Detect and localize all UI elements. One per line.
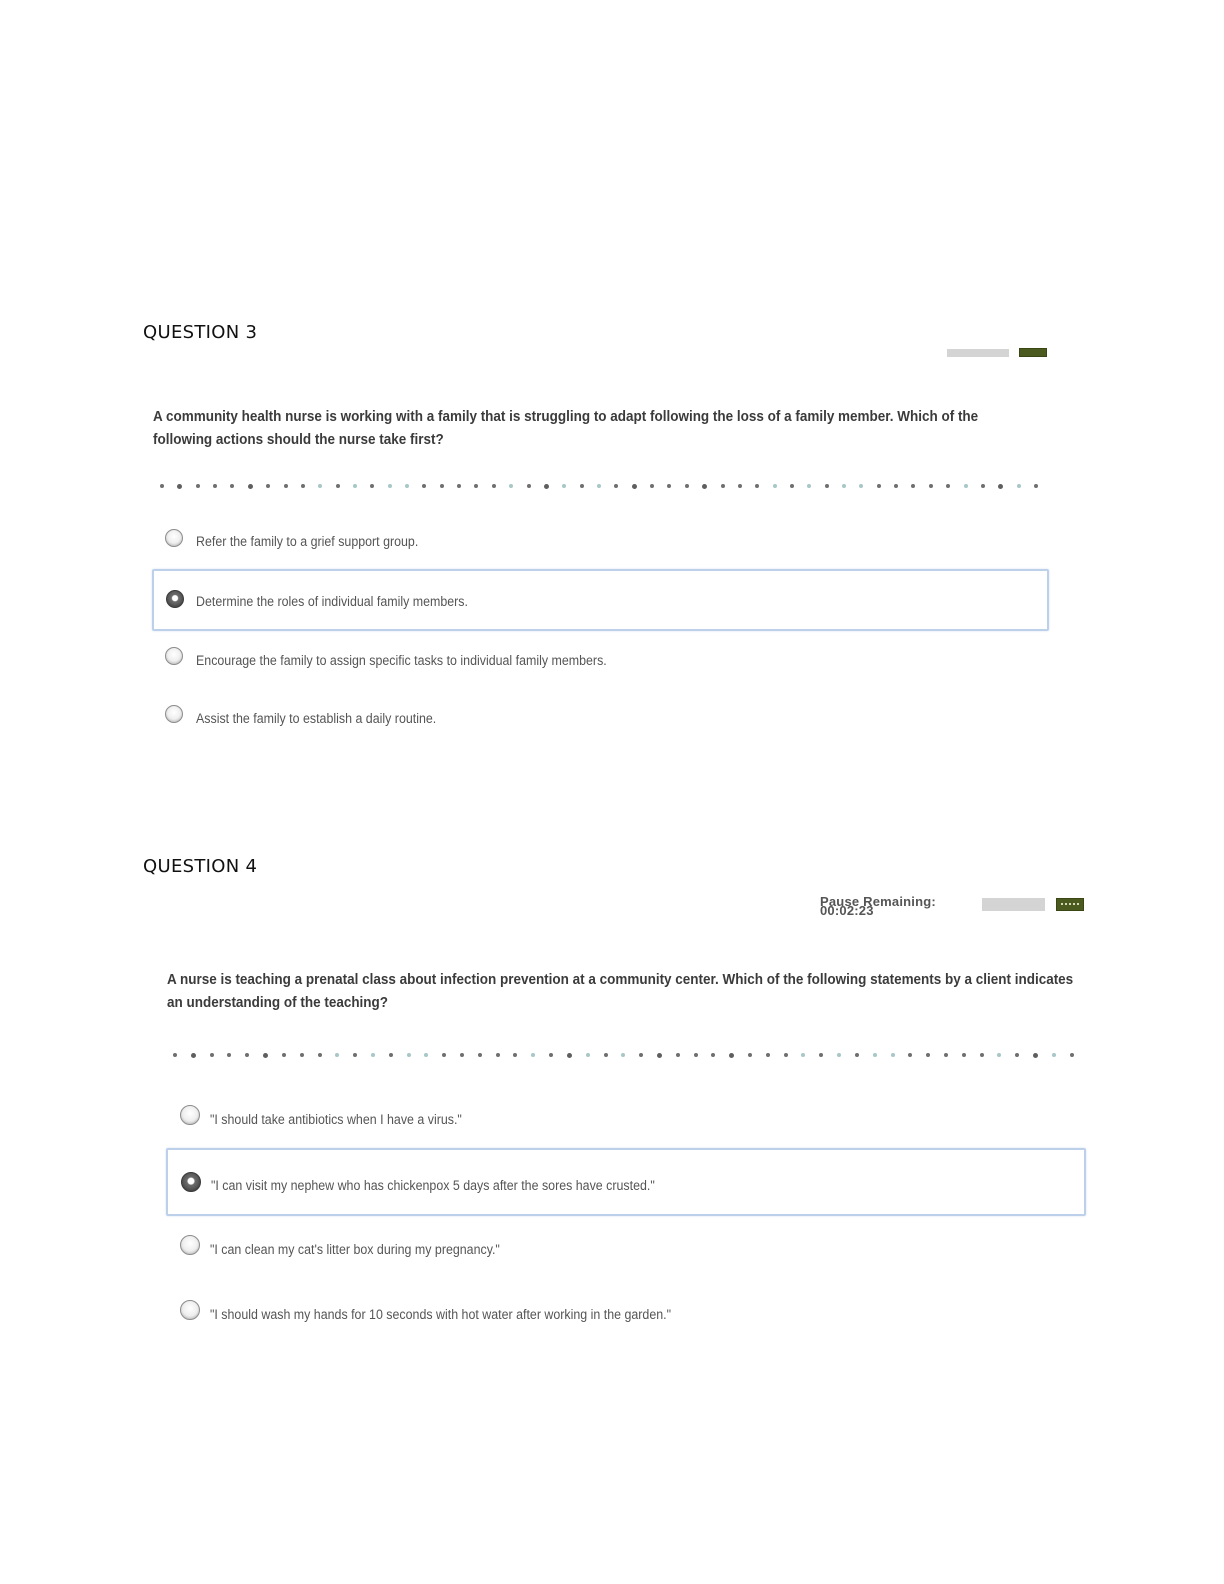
progress-dot [676,1053,680,1057]
progress-dot [729,1053,734,1058]
question-4-heading: QUESTION 4 [143,856,258,877]
progress-dot [773,484,777,488]
progress-dot [632,484,637,489]
progress-dot [1015,1053,1019,1057]
progress-dot [755,484,759,488]
progress-dot [946,484,950,488]
progress-dot [801,1053,805,1057]
option-label: "I should wash my hands for 10 seconds with hot water after working in the garden." [210,1307,672,1322]
progress-dot [837,1053,841,1057]
option-label: Determine the roles of individual family members. [196,594,468,609]
question-3-stem: A community health nurse is working with a family that is struggling to adapt following the loss of a family member. Which of the following actions should the nurse take first? [153,409,979,448]
question-4-option-1[interactable] [166,1084,1086,1148]
progress-dot [266,484,270,488]
progress-dot [657,1053,662,1058]
progress-dot [160,484,164,488]
progress-dot [300,1053,304,1057]
radio-checked-icon[interactable] [166,590,184,608]
progress-dot [301,484,305,488]
question-4-option-4[interactable] [166,1281,1086,1345]
progress-dot [531,1053,535,1057]
progress-dot [766,1053,770,1057]
question-4-pause-timer-box [982,898,1045,911]
progress-dot [230,484,234,488]
progress-dot [873,1053,877,1057]
option-label: Assist the family to establish a daily routine. [196,711,437,726]
progress-dot [981,484,985,488]
progress-dot [478,1053,482,1057]
progress-dot [819,1053,823,1057]
progress-dot [407,1053,411,1057]
progress-dot [389,1053,393,1057]
progress-dot [210,1053,214,1057]
option-label: "I should take antibiotics when I have a virus." [210,1112,462,1127]
progress-dot [370,484,374,488]
progress-dot [213,484,217,488]
progress-dot [196,484,200,488]
progress-dot [997,1053,1001,1057]
option-label: "I can visit my nephew who has chickenpox 5 days after the sores have crusted." [211,1178,655,1193]
option-label: "I can clean my cat's litter box during my pregnancy." [210,1242,500,1257]
progress-dot [440,484,444,488]
progress-dot [891,1053,895,1057]
question-4-toolbar-strip [800,894,1090,918]
question-4-pause-button[interactable] [1056,898,1084,911]
progress-dot [621,1053,625,1057]
progress-dot [1033,1053,1038,1058]
progress-dot [998,484,1003,489]
progress-dot [1034,484,1038,488]
progress-dot [807,484,811,488]
progress-dot [929,484,933,488]
question-3-option-2-selected[interactable] [152,569,1049,631]
progress-dot [614,484,618,488]
progress-dot [908,1053,912,1057]
progress-dot [457,484,461,488]
progress-dot [944,1053,948,1057]
progress-dot [586,1053,590,1057]
radio-unchecked-icon[interactable] [180,1105,200,1125]
progress-dot [353,1053,357,1057]
progress-dot [721,484,725,488]
radio-unchecked-icon[interactable] [165,705,183,723]
progress-dot [284,484,288,488]
question-4-stem: A nurse is teaching a prenatal class about infection prevention at a community center. Which of the following statements by a client indicates an understanding of the teaching? [167,972,1074,1011]
progress-dot [597,484,601,488]
progress-dot [702,484,707,489]
progress-dot [173,1053,177,1057]
progress-dot [248,484,253,489]
progress-dot [460,1053,464,1057]
progress-dot [245,1053,249,1057]
progress-dot [1052,1053,1056,1057]
progress-dot [639,1053,643,1057]
progress-dot [318,1053,322,1057]
progress-dot [424,1053,428,1057]
progress-dot [877,484,881,488]
progress-dot [842,484,846,488]
progress-dot [738,484,742,488]
progress-dot [926,1053,930,1057]
question-3-progress-dots [160,482,1038,490]
radio-unchecked-icon[interactable] [165,647,183,665]
progress-dot [422,484,426,488]
progress-dot [855,1053,859,1057]
progress-dot [790,484,794,488]
progress-dot [527,484,531,488]
progress-dot [604,1053,608,1057]
progress-dot [694,1053,698,1057]
question-3-heading: QUESTION 3 [143,322,258,343]
progress-dot [1070,1053,1074,1057]
question-3-option-3[interactable] [152,628,1049,686]
progress-dot [335,1053,339,1057]
progress-dot [562,484,566,488]
progress-dot [336,484,340,488]
question-3-toolbar-strip [760,346,1050,360]
progress-dot [405,484,409,488]
progress-dot [567,1053,572,1058]
progress-dot [685,484,689,488]
progress-dot [980,1053,984,1057]
progress-dot [667,484,671,488]
progress-dot [964,484,968,488]
progress-dot [580,484,584,488]
progress-dot [894,484,898,488]
question-3-pause-timer-box [947,349,1009,357]
progress-dot [442,1053,446,1057]
progress-dot [263,1053,268,1058]
progress-dot [492,484,496,488]
pause-remaining-text: Pause Remaining: 00:02:23 [820,894,936,918]
option-label: Encourage the family to assign specific tasks to individual family members. [196,653,607,668]
option-label: Refer the family to a grief support group. [196,534,419,549]
progress-dot [784,1053,788,1057]
progress-dot [859,484,863,488]
progress-dot [549,1053,553,1057]
question-3-option-1[interactable] [152,511,1049,569]
progress-dot [962,1053,966,1057]
progress-dot [191,1053,196,1058]
progress-dot [353,484,357,488]
progress-dot [825,484,829,488]
progress-dot [318,484,322,488]
progress-dot [544,484,549,489]
question-4-progress-dots [173,1051,1074,1059]
progress-dot [1017,484,1021,488]
question-3-pause-button[interactable] [1019,348,1047,357]
radio-unchecked-icon[interactable] [180,1235,200,1255]
question-3-option-4[interactable] [152,686,1049,744]
progress-dot [496,1053,500,1057]
question-4-option-3[interactable] [166,1216,1086,1280]
progress-dot [509,484,513,488]
progress-dot [227,1053,231,1057]
progress-dot [474,484,478,488]
progress-dot [371,1053,375,1057]
pause-button-dots-icon [1061,903,1079,907]
progress-dot [911,484,915,488]
progress-dot [711,1053,715,1057]
progress-dot [177,484,182,489]
radio-unchecked-icon[interactable] [180,1300,200,1320]
progress-dot [388,484,392,488]
progress-dot [650,484,654,488]
progress-dot [748,1053,752,1057]
radio-unchecked-icon[interactable] [165,529,183,547]
progress-dot [282,1053,286,1057]
question-4-option-2-selected[interactable] [166,1148,1086,1216]
radio-checked-icon[interactable] [181,1172,201,1192]
progress-dot [513,1053,517,1057]
